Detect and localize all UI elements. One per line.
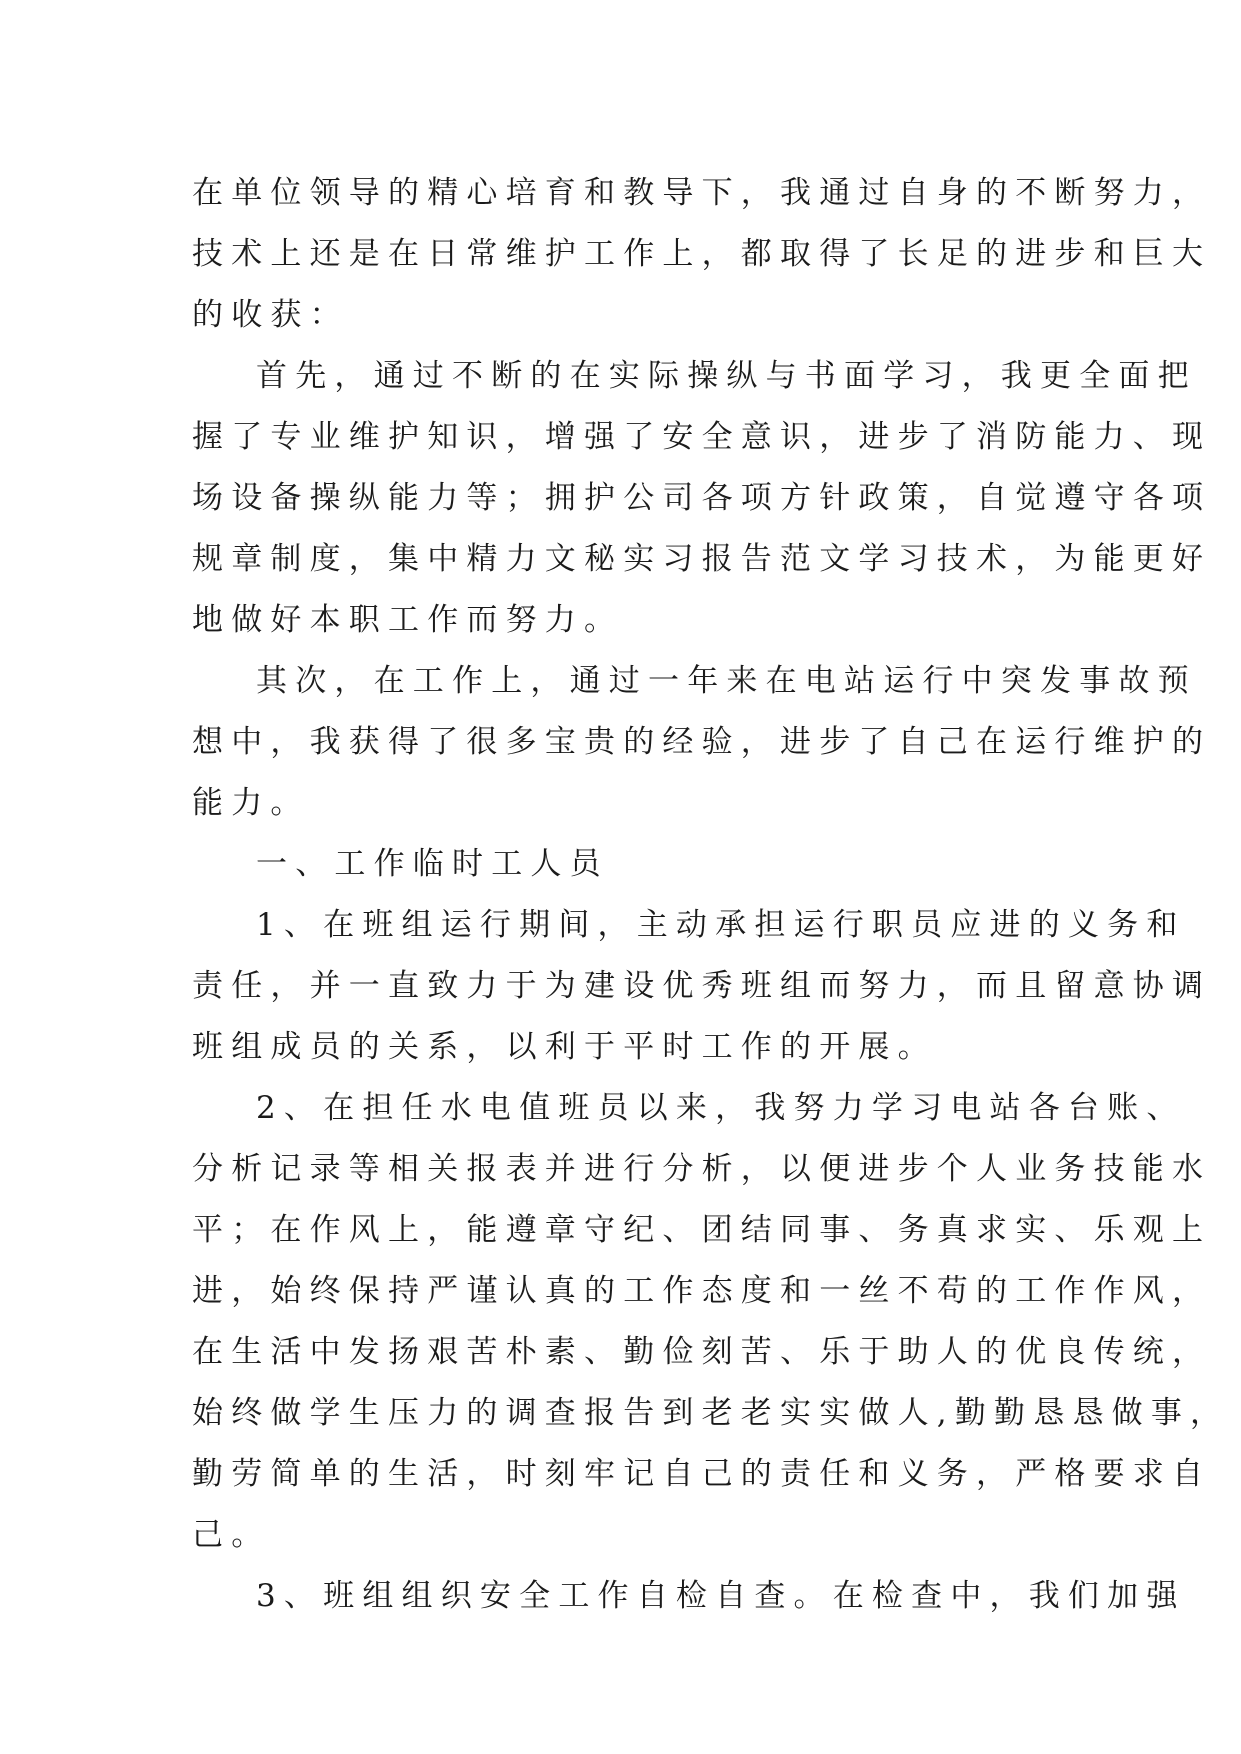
- text-line: 责任，并一直致力于为建设优秀班组而努力，而且留意协调: [192, 968, 1212, 1004]
- text-line: 己。: [192, 1517, 271, 1553]
- paragraph-first-line: 2、在担任水电值班员以来，我努力学习电站各台账、: [256, 1090, 1186, 1126]
- text-line: 始终做学生压力的调查报告到老老实实做人,勤勤恳恳做事，: [192, 1395, 1230, 1431]
- text-line: 技术上还是在日常维护工作上，都取得了长足的进步和巨大: [192, 236, 1212, 272]
- paragraph-first-line: 其次，在工作上，通过一年来在电站运行中突发事故预: [256, 663, 1197, 699]
- text-line: 地做好本职工作而努力。: [192, 602, 624, 638]
- paragraph-first-line: 3、班组组织安全工作自检自查。在检查中，我们加强: [256, 1578, 1186, 1614]
- text-line: 勤劳简单的生活，时刻牢记自己的责任和义务，严格要求自: [192, 1456, 1212, 1492]
- paragraph-first-line: 首先，通过不断的在实际操纵与书面学习，我更全面把: [256, 358, 1197, 394]
- document-body: [192, 163, 1230, 1627]
- text-line: 规章制度，集中精力文秘实习报告范文学习技术，为能更好: [192, 541, 1212, 577]
- paragraph-first-line: 1、在班组运行期间，主动承担运行职员应进的义务和: [256, 907, 1186, 943]
- text-line: 班组成员的关系，以利于平时工作的开展。: [192, 1029, 937, 1065]
- text-line: 平；在作风上，能遵章守纪、团结同事、务真求实、乐观上: [192, 1212, 1212, 1248]
- text-line: 的收获：: [192, 297, 349, 333]
- section-heading: 一、工作临时工人员: [256, 846, 609, 882]
- text-line: 能力。: [192, 785, 310, 821]
- text-line: 在生活中发扬艰苦朴素、勤俭刻苦、乐于助人的优良传统，: [192, 1334, 1212, 1370]
- text-line: 握了专业维护知识，增强了安全意识，进步了消防能力、现: [192, 419, 1212, 455]
- text-line: 场设备操纵能力等；拥护公司各项方针政策，自觉遵守各项: [192, 480, 1212, 516]
- text-line: 在单位领导的精心培育和教导下，我通过自身的不断努力，: [192, 175, 1212, 211]
- text-line: 分析记录等相关报表并进行分析，以便进步个人业务技能水: [192, 1151, 1212, 1187]
- text-line: 进，始终保持严谨认真的工作态度和一丝不苟的工作作风，: [192, 1273, 1212, 1309]
- text-line: 想中，我获得了很多宝贵的经验，进步了自己在运行维护的: [192, 724, 1212, 760]
